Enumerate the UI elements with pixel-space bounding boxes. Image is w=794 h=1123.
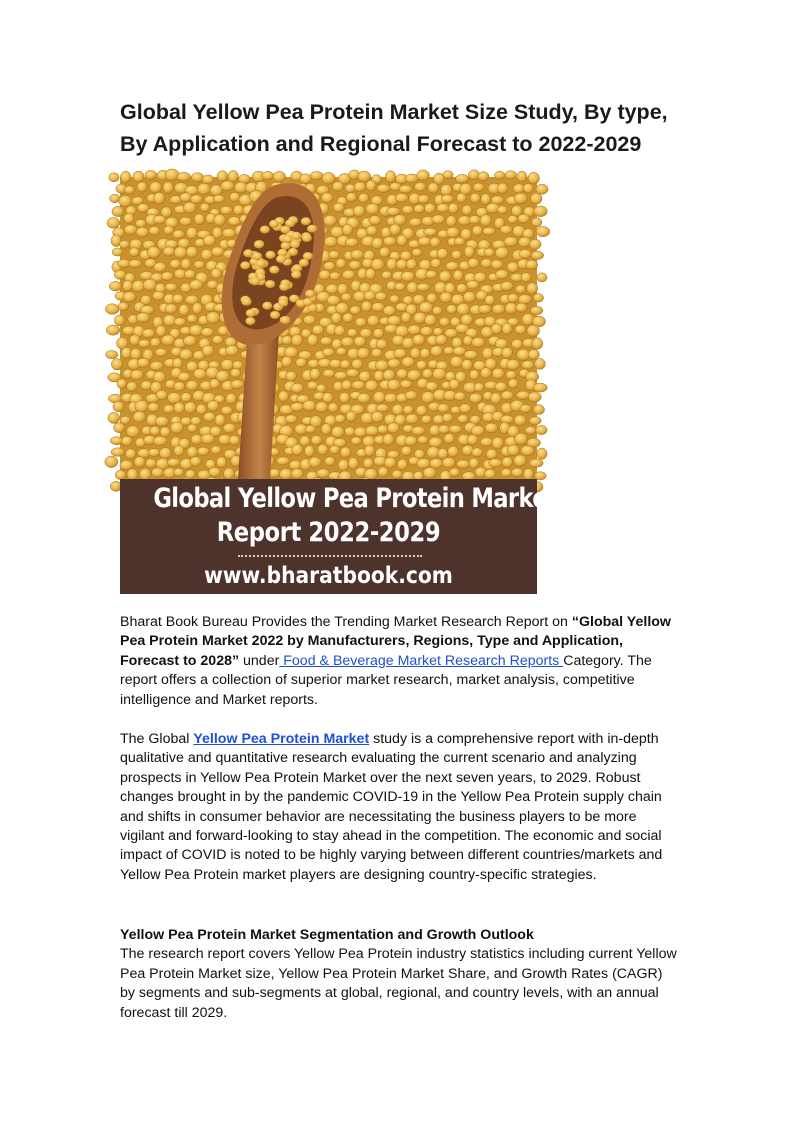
page-title: Global Yellow Pea Protein Market Size Study, By type, By Application and Regional Forecast to 2022-2029 <box>120 100 668 156</box>
banner-url: www.bharatbook.com <box>204 563 453 589</box>
banner-title-line2: Report 2022-2029 <box>216 517 441 548</box>
segmentation-section <box>120 926 680 1023</box>
intro-paragraph <box>120 613 680 710</box>
market-link[interactable]: Yellow Pea Protein Market <box>193 731 370 747</box>
under-text: under <box>239 652 280 669</box>
report-banner <box>120 479 677 594</box>
intro-rest: Category. The report offers a collection of superior market research, market analysis, competitive intelligence and Market reports. <box>120 652 652 708</box>
banner-dotted-divider <box>238 555 422 557</box>
segmentation-heading: Yellow Pea Protein Market Segmentation and Growth Outlook <box>120 927 534 943</box>
banner-title-line1: Global Yellow Pea Protein Market Research <box>153 483 677 514</box>
category-link[interactable]: Food & Beverage Market Research Reports <box>279 652 564 669</box>
report-name: “Global Yellow Pea Protein Market 2022 by Manufacturers, Regions, Type and Application, Forecast to 2028” <box>120 614 671 669</box>
segmentation-text: The research report covers Yellow Pea Protein industry statistics including current Yellow Pea Protein Market size, Yellow Pea Protein Market Share, and Growth Rates (CAGR) by segments and sub-segments at global, regional, and country levels, with an annual forecast till 2029. <box>120 946 677 1021</box>
study-rest: study is a comprehensive report with in-depth qualitative and quantitative research evaluating the current scenario and analyzing prospects in Yellow Pea Protein Market over the next seven years, to 2029. Robust changes brought in by the pandemic COVID-19 in the Yellow Pea Protein supply chain and shifts in consumer behavior are necessitating the business players to be more vigilant and forward-looking to stay ahead in the competition. The economic and social impact of COVID is noted to be highly varying between different countries/markets and Yellow Pea Protein market players are designing country-specific strategies. <box>120 731 663 883</box>
intro-text: Bharat Book Bureau Provides the Trending Market Research Report on <box>120 614 572 630</box>
study-pre: The Global <box>120 731 194 747</box>
hero-image <box>120 177 677 594</box>
yellow-peas-photo <box>120 177 537 479</box>
study-paragraph <box>120 730 680 885</box>
